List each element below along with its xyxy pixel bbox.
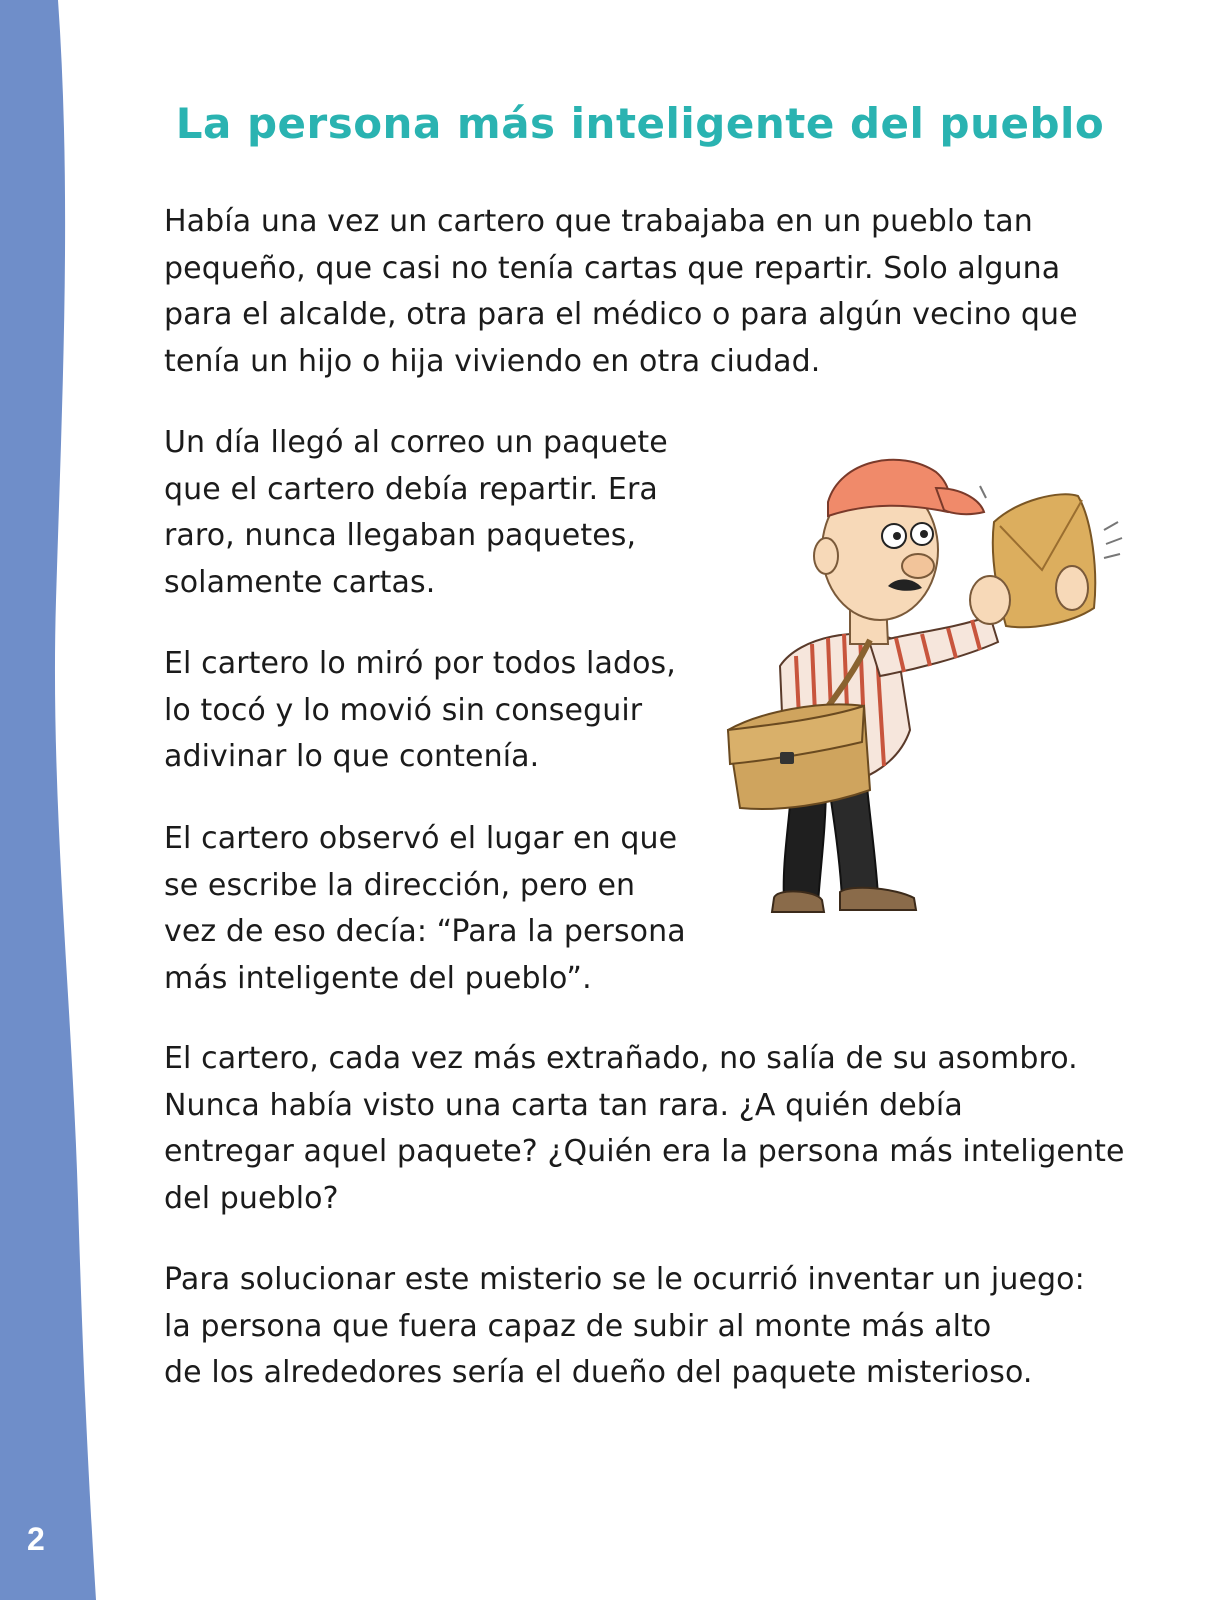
paragraph-line: Un día llegó al correo un paquete xyxy=(164,425,668,460)
paragraph-5 xyxy=(164,1036,1125,1222)
paragraph-line: vez de eso decía: “Para la persona xyxy=(164,914,686,949)
page-number: 2 xyxy=(27,1521,45,1557)
paragraph-line: Nunca había visto una carta tan rara. ¿A quién debía xyxy=(164,1087,963,1123)
page-title: La persona más inteligente del pueblo xyxy=(175,99,1105,148)
paragraph-line: El cartero observó el lugar en que xyxy=(164,821,678,856)
paragraph-line: se escribe la dirección, pero en xyxy=(164,867,636,903)
paragraph-line: del pueblo? xyxy=(164,1180,339,1216)
mailman-with-package-illustration xyxy=(700,430,1130,930)
paragraph-line: lo tocó y lo movió sin conseguir xyxy=(164,692,643,728)
paragraph-line: más inteligente del pueblo”. xyxy=(164,960,592,996)
side-band xyxy=(0,0,110,1600)
side-band-shape xyxy=(0,0,96,1600)
paragraph-line: El cartero, cada vez más extrañado, no salía de su asombro. xyxy=(164,1041,1078,1076)
paragraph-line: la persona que fuera capaz de subir al monte más alto xyxy=(164,1308,992,1344)
paragraph-line: solamente cartas. xyxy=(164,564,436,600)
paragraph-4 xyxy=(164,816,686,1002)
paragraph-line: tenía un hijo o hija viviendo en otra ciudad. xyxy=(164,343,821,379)
paragraph-line: entregar aquel paquete? ¿Quién era la persona más inteligente xyxy=(164,1134,1125,1169)
paragraph-line: Había una vez un cartero que trabajaba en un pueblo tan xyxy=(164,204,1033,239)
paragraph-line: raro, nunca llegaban paquetes, xyxy=(164,518,637,553)
paragraph-1 xyxy=(164,199,1078,385)
paragraph-6 xyxy=(164,1257,1085,1397)
paragraph-line: para el alcalde, otra para el médico o para algún vecino que xyxy=(164,297,1078,332)
paragraph-line: que el cartero debía repartir. Era xyxy=(164,471,658,507)
paragraph-line: pequeño, que casi no tenía cartas que repartir. Solo alguna xyxy=(164,250,1061,286)
paragraph-line: de los alrededores sería el dueño del paquete misterioso. xyxy=(164,1355,1033,1390)
paragraph-line: Para solucionar este misterio se le ocurrió inventar un juego: xyxy=(164,1262,1085,1297)
paragraph-2 xyxy=(164,420,668,606)
paragraph-line: adivinar lo que contenía. xyxy=(164,739,540,774)
paragraph-3 xyxy=(164,641,676,781)
paragraph-line: El cartero lo miró por todos lados, xyxy=(164,646,676,681)
